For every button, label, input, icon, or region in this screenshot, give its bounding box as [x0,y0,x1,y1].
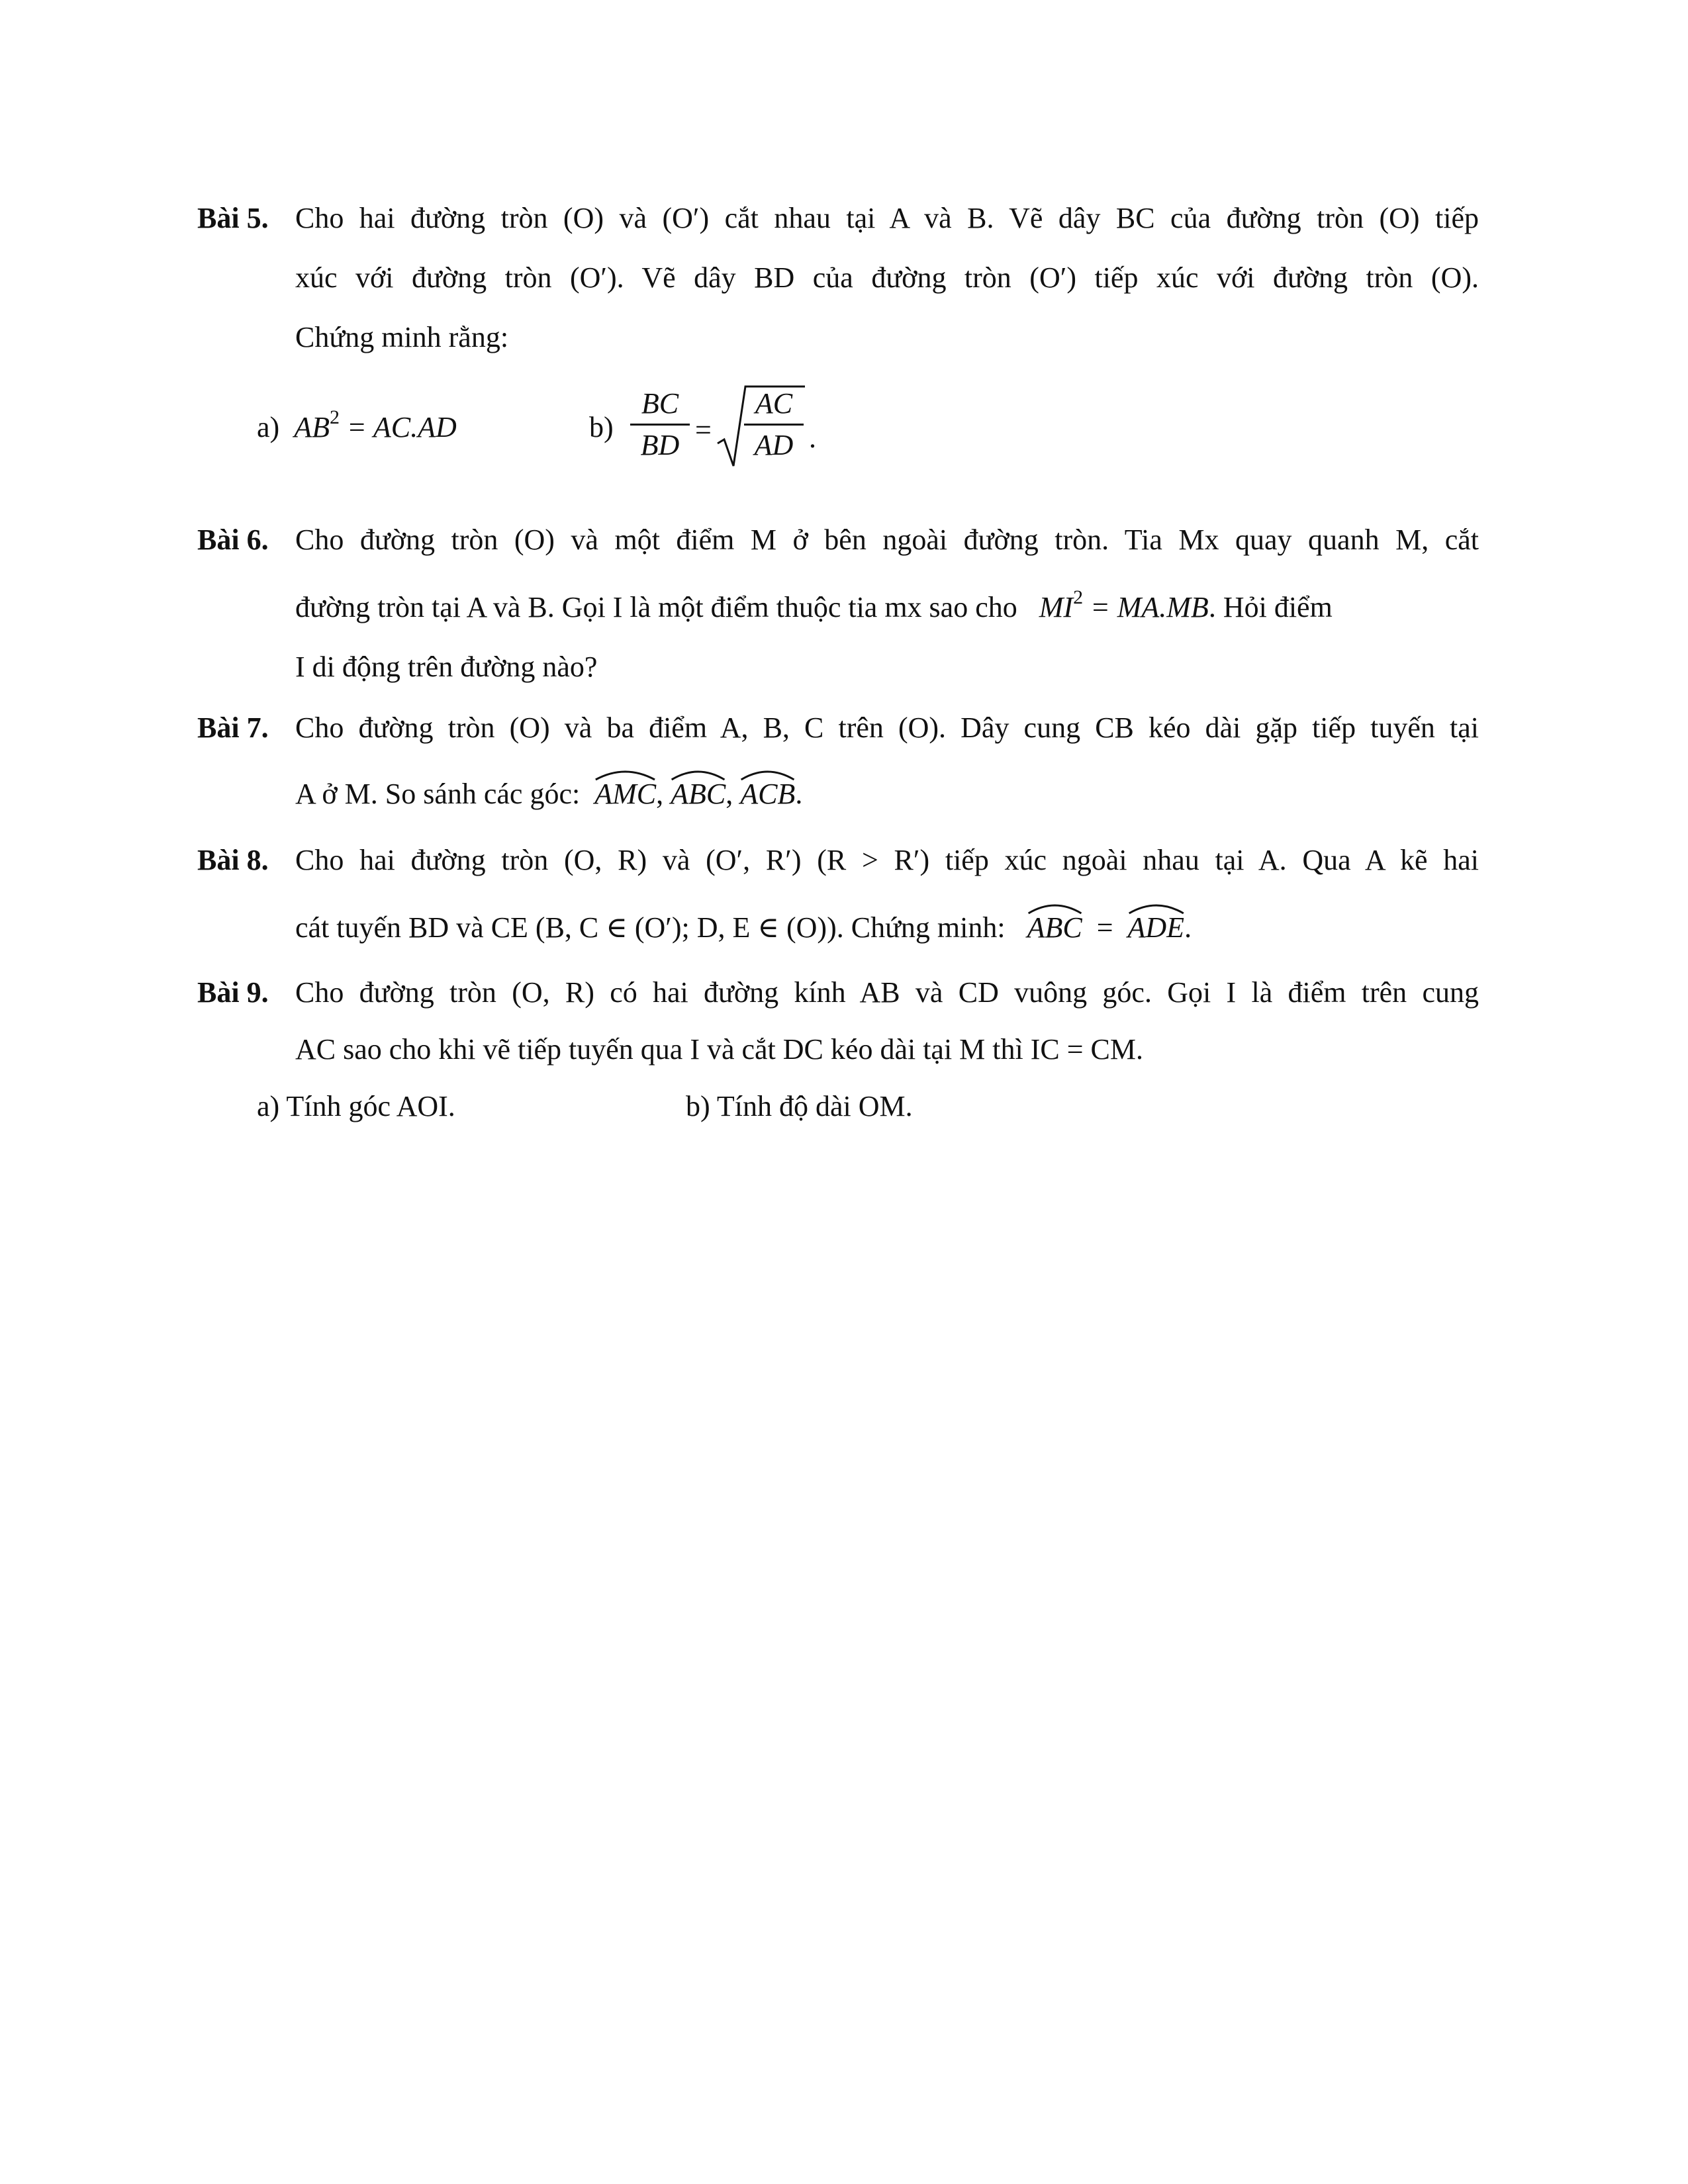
angle-acb-text: ACB [740,778,796,810]
problem-9-line-1: Cho đường tròn (O, R) có hai đường kính AB và CD vuông góc. Gọi I là điểm trên cung [295,976,1479,1009]
problem-8-line-1: Cho hai đường tròn (O, R) và (O′, R′) (R > R′) tiếp xúc ngoài nhau tại A. Qua A kẽ hai [295,844,1479,876]
problem-6-line-1: Cho đường tròn (O) và một điểm M ở bên ngoài đường tròn. Tia Mx quay quanh M, cắt [295,523,1479,556]
problem-7-line-2 [295,780,802,809]
problem-5-label: Bài 5. [197,202,269,234]
fraction-bar [630,424,690,426]
problem-6-line-3: I di động trên đường nào? [295,651,598,683]
angle-amc-text: AMC [594,778,657,810]
problem-9-line-2: AC sao cho khi vẽ tiếp tuyến qua I và cắt DC kéo dài tại M thì IC = CM. [295,1033,1144,1066]
angle-arc-icon [1027,901,1082,915]
root-fraction-bar [744,424,804,426]
equals-sign: = [695,414,712,446]
problem-9-label: Bài 9. [197,976,269,1009]
problem-7-line-2-text: A ở M. So sánh các góc: [295,778,581,810]
angle-arc-icon [671,768,726,781]
problem-7-line-1: Cho đường tròn (O) và ba điểm A, B, C trên (O). Dây cung CB kéo dài gặp tiếp tuyến tại [295,711,1479,744]
problem-6-math-lhs: MI [1039,591,1074,623]
angle-arc-icon [740,768,795,781]
part-a-rhs: = AC.AD [346,411,457,443]
problem-8-line-2-text: cát tuyến BD và CE (B, C ∈ (O′); D, E ∈ (O)). Chứng minh: [295,911,1006,944]
problem-6-math-exponent: 2 [1073,586,1084,608]
fraction-numerator: BC [641,387,679,420]
problem-5-line-3: Chứng minh rằng: [295,321,509,353]
angle-arc-icon [594,768,656,781]
problem-6-line-2 [295,586,1333,623]
problem-7-label: Bài 7. [197,711,269,744]
problem-6-label: Bài 6. [197,523,269,556]
part-a-label: a) [257,411,280,443]
angle-ade [1128,913,1185,942]
angle-arc-icon [1128,901,1185,915]
problem-5-line-1: Cho hai đường tròn (O) và (O′) cắt nhau tại A và B. Vẽ dây BC của đường tròn (O) tiếp [295,202,1479,234]
part-b-period: . [809,422,816,454]
angle-ade-text: ADE [1127,911,1185,944]
angle-amc [594,780,656,809]
angle-abc [1027,913,1082,942]
angle-abc-text: ABC [1027,911,1082,944]
part-a-lhs: AB [294,411,330,443]
period: . [1184,911,1192,944]
angle-abc [671,780,726,809]
separator: , [656,778,664,810]
fraction-ac-ad [744,389,804,460]
problem-9-part-a: a) Tính góc AOI. [257,1090,455,1122]
problem-6-line-2-end: . Hỏi điểm [1208,591,1333,623]
problem-6-math-rhs: = MA.MB [1090,591,1209,623]
problem-8-line-2 [295,913,1192,942]
problem-9-part-b: b) Tính độ dài OM. [686,1090,913,1122]
root-fraction-numerator: AC [755,387,793,420]
separator: , [726,778,733,810]
problem-5-part-b-label: b) [589,411,614,443]
equals-sign: = [1096,911,1113,944]
fraction-bc-bd [630,389,690,460]
angle-abc-text: ABC [671,778,726,810]
root-fraction-denominator: AD [754,429,794,461]
problem-6-line-2-text: đường tròn tại A và B. Gọi I là một điểm thuộc tia mx sao cho [295,591,1017,623]
problem-5-part-a [257,406,457,443]
problem-8-label: Bài 8. [197,844,269,876]
part-a-exponent: 2 [329,406,340,428]
angle-acb [740,780,795,809]
problem-5-line-2: xúc với đường tròn (O′). Vẽ dây BD của đường tròn (O′) tiếp xúc với đường tròn (O). [295,261,1479,294]
fraction-denominator: BD [640,429,680,461]
period: . [795,778,803,810]
